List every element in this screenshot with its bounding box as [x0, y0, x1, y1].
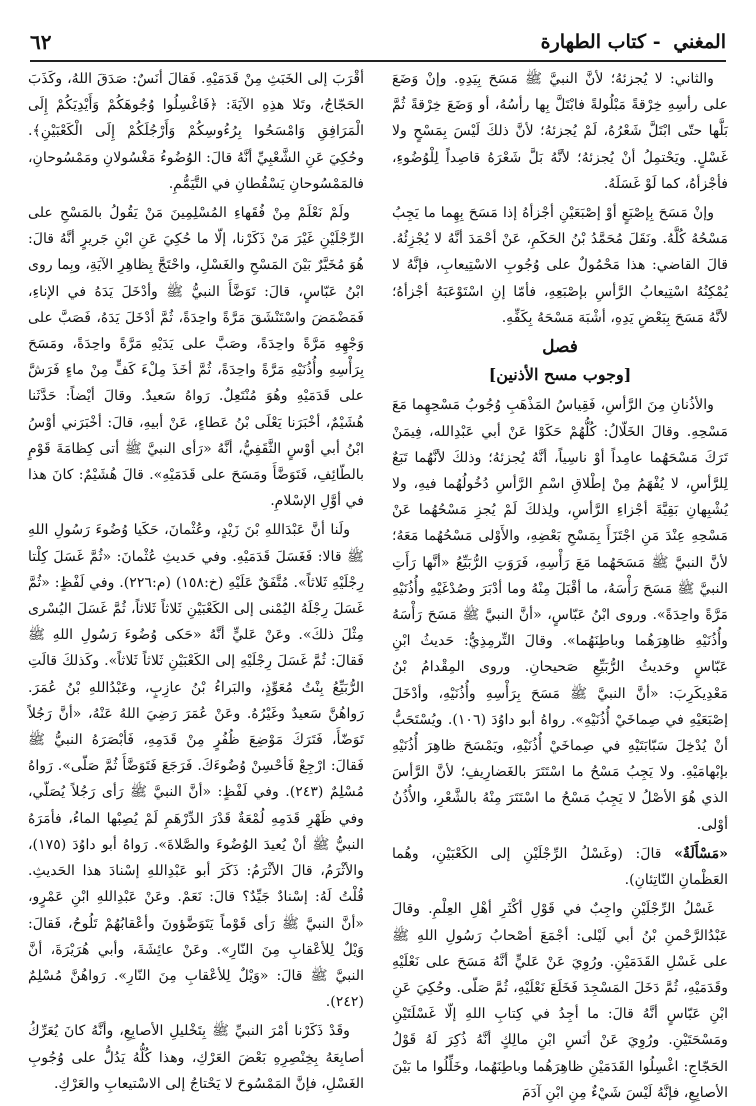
page-number: ٦٢: [30, 30, 52, 54]
paragraph: ولَمْ نَعْلَمْ مِنْ فُقَهاءِ المُسْلِمِينَ مَنْ يَقُولُ بالمَسْحِ على الرِّجْلَيْنِ غَيْرَ مَنْ ذَكَرْنا، إلّا ما حُكِيَ عَنِ ابْنِ جَريرٍ أنَّهُ قالَ: هُوَ مُخَيَّرٌ بَيْنَ المَسْحِ والغَسْلِ، واحْتَجَّ بِظاهِرِ الآيَةِ، وبِما روى ابْنُ عَبّاسٍ، قالَ: تَوَضَّأَ النبيُّ ﷺ وأدْخَلَ يَدَهُ في الإناءِ، فَمَضْمَضَ واسْتَنْشَقَ مَرَّةً واحِدَةً، ثُمَّ أدْخَلَ يَدَهُ، فَصَبَّ على وَجْهِهِ مَرَّةً واحِدَةً، وصَبَّ على يَدَيْهِ مَرَّةً واحِدَةً، ومَسَحَ بِرَأْسِهِ وأُذُنَيْهِ مَرَّةً واحِدَةً، ثُمَّ أخَذَ مِلْءَ كَفٍّ مِنْ ماءٍ فَرَشَّ على قَدَمَيْهِ وهُوَ مُنْتَعِلٌ. رَواهُ سَعيدٌ. وقالَ أيْضاً: حَدَّثَنا هُشَيْمٌ، أخْبَرَنا يَعْلَى بْنُ عَطاءٍ، عَنْ أبيهِ، قالَ: أخْبَرَني أوْسُ ابْنُ أبي أوْسٍ الثَّقَفِيُّ، أنَّهُ «رَأى النبيَّ ﷺ أتى كِظامَةَ قَوْمٍ بالطّائِفِ، فَتَوَضَّأَ ومَسَحَ على قَدَمَيْهِ». قالَ هُشَيْمٌ: كانَ هذا في أوَّلِ الإسْلامِ.: [28, 205, 364, 510]
right-column: [392, 66, 729, 1101]
book-name: المغني: [673, 31, 726, 53]
masala-paragraph: [392, 841, 728, 893]
running-title: [541, 31, 726, 53]
paragraph: غَسْلُ الرِّجْلَيْنِ واجِبٌ في قَوْلِ أكْثَرِ أهْلِ العِلْمِ. وقالَ عَبْدُالرَّحْمنِ بْنُ أبي لَيْلى: أجْمَعَ أصْحابُ رَسُولِ اللهِ ﷺ على غَسْلِ القَدَمَيْنِ. ورُوِيَ عَنْ عَليٍّ أنَّهُ مَسَحَ على نَعْلَيْهِ وقَدَمَيْهِ، ثُمَّ دَخَلَ المَسْجِدَ فَخَلَعَ نَعْلَيْهِ، ثُمَّ صَلّى. وحُكِيَ عَنِ ابْنِ عَبّاسٍ أنَّهُ قالَ: ما أجِدُ في كِتابِ اللهِ إلّا غَسْلَتَيْنِ ومَسْحَتَيْنِ. ورُوِيَ عَنْ أنَسِ ابْنِ مالِكٍ أنَّهُ ذُكِرَ لَهُ قَوْلُ الحَجّاجِ: اغْسِلُوا القَدَمَيْنِ ظاهِرَهُما وباطِنَهُما، وخَلِّلُوا ما بَيْنَ الأصابِعِ، فإنَّهُ لَيْسَ شَيْءٌ مِنِ ابْنِ آدَمَ: [392, 901, 728, 1101]
paragraph: وقَدْ ذَكَرْنا أمْرَ النبيِّ ﷺ بِتَخْليلِ الأصابِعِ، وأنَّهُ كانَ يُعَرِّكُ أصابِعَهُ بِخِنْصِرِهِ بَعْضَ العَرْكِ، وهذا كُلُّهُ يَدُلُّ على وُجُوبِ الغَسْلِ، فإنَّ المَمْسُوحَ لا يَحْتاجُ إلى الاسْتيعابِ والعَرْكِ.: [28, 1023, 364, 1092]
paragraph: والثاني: لا يُجزئهُ؛ لأنَّ النبيَّ ﷺ مَسَحَ بِيَدِهِ. وإنْ وَضَعَ على رأسِهِ خِرْقةً مَبْلُولةً فابْتَلَّ بِها رأسُهُ، أو وَضَعَ خِرْقةً ثُمَّ بَلَّها حتّى ابْتَلَّ شَعْرُهُ، لَمْ يُجزئهُ؛ لأنَّ ذلكَ لَيْسَ بِمَسْحٍ ولا غَسْلٍ. ويَحْتمِلُ أنْ يُجزئهُ؛ لأنَّهُ بَلَّ شَعْرَهُ قاصِداً لِلْوُضُوءِ، فأجْزأهُ، كما لَوْ غَسَلَهُ.: [392, 71, 728, 192]
paragraph: والأذُنانِ مِنَ الرَّأسِ، فَقِياسُ المَذْهَبِ وُجُوبُ مَسْحِهِما مَعَ مَسْحِهِ. وقالَ الخَلّالُ: كُلُّهُمْ حَكَوْا عَنْ أبي عَبْدِالله، فِيمَنْ تَرَكَ مَسْحَهُما عامِداً أوْ ناسِياً، أنَّهُ يُجزئهُ؛ وذلكَ لأنَّهُما تَبَعٌ لِلرَّأسِ، لا يُفْهَمُ مِنْ إطْلاقِ اسْمِ الرَّأسِ دُخُولُهُما فيهِ، ولا يُشْبِهانِ بَقِيَّةَ أجْزاءِ الرَّأسِ، ولِذلكَ لَمْ يُجزِ مَسْحُهُما عَنْ مَسْحِهِ عِنْدَ مَنِ اجْتَزَأَ بِمَسْحِ بَعْضِهِ، والأَوْلى مَسْحُهُما مَعَهُ؛ لأنَّ النبيَّ ﷺ مَسَحَهُما مَعَ رَأْسِهِ، فَرَوَتِ الرُّبَيِّعُ «أنَّها رَأَتِ النبيَّ ﷺ مَسَحَ رَأْسَهُ، ما أقْبَلَ مِنْهُ وما أدْبَرَ وصُدْغَيْهِ وأُذُنَيْهِ مَرَّةً واحِدَةً». وروى ابْنُ عَبّاسٍ، «أنَّ النبيَّ ﷺ مَسَحَ رَأْسَهُ وأُذُنَيْهِ ظاهِرَهُما وباطِنَهُما». وقالَ التِّرمِذِيُّ: حَديثُ ابْنِ عَبّاسٍ وحَديثُ الرُّبَيِّعِ صَحيحانِ. وروى المِقْدامُ بْنُ مَعْدِيكَرِبَ: «أنَّ النبيَّ ﷺ مَسَحَ بِرَأْسِهِ وأُذُنَيْهِ، وأدْخَلَ إصْبَعَيْهِ في صِماخَيْ أُذُنَيْهِ». رواهُ أبو داوُدَ (١٠٦). ويُسْتَحَبُّ أنْ يُدْخِلَ سَبّابَتَيْهِ في صِماخَيْ أُذُنَيْهِ، ويَمْسَحَ ظاهِرَ أُذُنَيْهِ بإبْهامَيْهِ. ولا يَجِبُ مَسْحُ ما اسْتَتَرَ بالغَضارِيفِ؛ لأنَّ الرَّأسَ الذي هُوَ الأصْلُ لا يَجِبُ مَسْحُ ما اسْتَتَرَ مِنْهُ بالشَّعْرِ، والأُذُنُ أوْلى.: [392, 397, 729, 833]
header-divider: [30, 60, 726, 62]
paragraph: ولَنا أنَّ عَبْدَاللهِ بْنَ زَيْدٍ، وعُثْمانَ، حَكَيا وُضُوءَ رَسُولِ اللهِ ﷺ قالا: فَغَسَلَ قَدَمَيْهِ. وفي حَديثِ عُثْمانَ: «ثُمَّ غَسَلَ كِلْتا رِجْلَيْهِ ثَلاثاً». مُتَّفَقٌ عَلَيْهِ (خ:١٥٨) (م:٢٢٦). وفي لَفْظٍ: «ثُمَّ غَسَلَ رِجْلَهُ اليُمْنى إلى الكَعْبَيْنِ ثَلاثاً ثَلاثاً، ثُمَّ غَسَلَ اليُسْرى مِثْلَ ذلكَ». وعَنْ عَليٍّ أنَّهُ «حَكى وُضُوءَ رَسُولِ اللهِ ﷺ فَقالَ: ثُمَّ غَسَلَ رِجْلَيْهِ إلى الكَعْبَيْنِ ثَلاثاً ثَلاثاً». وكَذلكَ قالَتِ الرُّبَيِّعُ بِنْتُ مُعَوِّذٍ، والبَراءُ بْنُ عازِبٍ، وعَبْدُاللهِ بْنُ عُمَرَ. رَواهُنَّ سَعيدٌ وغَيْرُهُ. وعَنْ عُمَرَ رَضِيَ اللهُ عَنْهُ، «أنَّ رَجُلاً تَوَضّأَ، فَتَرَكَ مَوْضِعَ ظُفُرٍ مِنْ قَدَمِهِ، فَأبْصَرَهُ النبيُّ ﷺ فَقالَ: ارْجِعْ فَأحْسِنْ وُضُوءَكَ. فَرَجَعَ فَتَوَضَّأَ ثُمَّ صَلّى». رَواهُ مُسْلِمٌ (٢٤٣). وفي لَفْظٍ: «أنَّ النبيَّ ﷺ رَأى رَجُلاً يُصَلّي، وفي ظَهْرِ قَدَمِهِ لُمْعَةٌ قَدْرَ الدِّرْهَمِ لَمْ يُصِبْها الماءُ، فأمَرَهُ النبيُّ ﷺ أنْ يُعيدَ الوُضُوءَ والصَّلاةَ». رَواهُ أبو داوُدَ (١٧٥)، والأثْرَمُ، قالَ الأثْرَمُ: ذَكَرَ أبو عَبْدِاللهِ إسْنادَ هذا الحَديثِ. قُلْتُ لَهُ: إسْنادٌ جَيِّدٌ؟ قالَ: نَعَمْ. وعَنْ عَبْدِاللهِ ابْنِ عَمْرٍو، «أنَّ النبيَّ ﷺ رَأى قَوْماً يَتَوَضَّؤونَ وأعْقابُهُمْ تَلُوحُ، فَقالَ: وَيْلٌ لِلأعْقابِ مِنَ النّارِ». وعَنْ عائِشَةَ، وأبي هُرَيْرَةَ، أنَّ النبيَّ ﷺ قالَ: «وَيْلٌ لِلأعْقابِ مِنَ النّارِ». رَواهُنَّ مُسْلِمٌ (٢٤٢).: [28, 522, 365, 1011]
left-column: [28, 66, 365, 1092]
title-separator: -: [646, 31, 668, 53]
masala-text: قالَ: (وغَسْلُ الرِّجْلَيْنِ إلى الكَعْبَيْنِ، وهُما العَظْمانِ النّاتِئانِ).: [392, 845, 728, 889]
paragraph: وإنْ مَسَحَ بِإصْبَعٍ أوْ إصْبَعَيْنِ أجْزأهُ إذا مَسَحَ بِهِما ما يَجِبُ مَسْحُهُ كُلَّهُ. ونَقَلَ مُحَمَّدُ بْنُ الحَكَمِ، عَنْ أحْمَدَ أنَّهُ لا يُجْزِئُهُ. قالَ القاضي: هذا مَحْمُولٌ على وُجُوبِ الاسْتِيعابِ، فإنَّهُ لا يُمْكِنُهُ اسْتِيعابُ الرَّأسِ بإصْبَعِهِ، فأمّا إنِ اسْتَوْعَبَهُ أجْزأهُ؛ لأنَّهُ مَسَحَ بِبَعْضِ يَدِهِ، أشْبَهَ مَسْحَهُ بِكَفِّهِ.: [392, 205, 728, 326]
section-heading: فصل: [542, 337, 578, 358]
masala-label: «مَسْأَلَةٌ»: [674, 845, 728, 862]
page-header: [30, 26, 726, 58]
section-subheading: [وجوب مسح الأذنين]: [488, 365, 632, 385]
section-name: كتاب الطهارة: [540, 31, 647, 53]
paragraph: أقْرَبَ إلى الخَبَثِ مِنْ قَدَمَيْهِ. فَقالَ أنَسٌ: صَدَقَ اللهُ، وكَذَبَ الحَجّاجُ، وتَلا هذِهِ الآيَةَ: ﴿فَاغْسِلُوا وُجُوهَكُمْ وَأَيْدِيَكُمْ إِلَى الْمَرَافِقِ وَامْسَحُوا بِرُءُوسِكُمْ وَأَرْجُلَكُمْ إِلَى الْكَعْبَيْنِ﴾. وحُكِيَ عَنِ الشَّعْبِيِّ أنَّهُ قالَ: الوُضُوءُ مَغْسُولانِ ومَمْسُوحانِ، فالمَمْسُوحانِ يَسْقُطانِ في التَّيَمُّمِ.: [28, 71, 364, 192]
